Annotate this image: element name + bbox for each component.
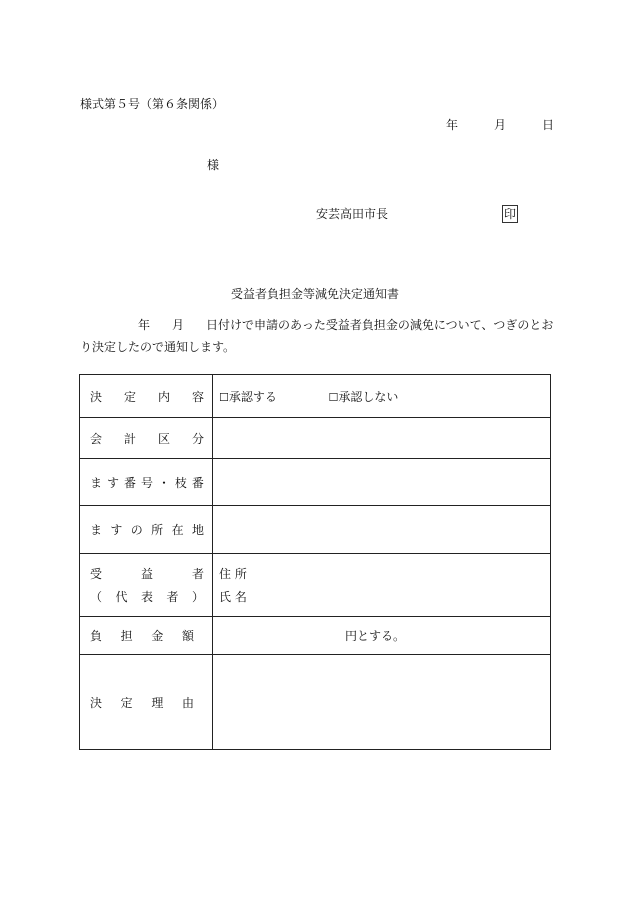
- label-reason: [80, 655, 213, 750]
- label-char: 代: [115, 590, 128, 604]
- date-day: 日: [542, 118, 555, 132]
- label-char: ま: [90, 523, 103, 537]
- date-year: 年: [446, 118, 459, 132]
- label-char: 理: [151, 695, 164, 710]
- label-char: ま: [90, 475, 103, 490]
- label-char: 会: [90, 431, 103, 446]
- intro-year: 年: [138, 318, 151, 332]
- label-char: 金: [151, 629, 164, 643]
- document-title: 受益者負担金等減免決定通知書: [230, 287, 399, 301]
- value-beneficiary: [213, 554, 551, 617]
- label-location: [80, 506, 213, 554]
- amount-suffix: 円とする。: [345, 629, 406, 643]
- row-account: [80, 418, 551, 459]
- issuer-name: 安芸高田市長: [316, 207, 389, 221]
- decision-table: [79, 374, 551, 750]
- value-decision: [213, 375, 551, 418]
- issue-date: [446, 118, 554, 132]
- row-beneficiary: [80, 554, 551, 617]
- label-char: 分: [191, 431, 204, 446]
- label-char: 定: [123, 389, 136, 404]
- label-beneficiary: [80, 554, 213, 617]
- label-char: 地: [191, 523, 204, 537]
- intro-line-2: り決定したので通知します。: [80, 340, 236, 354]
- label-char: 区: [157, 431, 170, 446]
- label-decision: [80, 375, 213, 418]
- label-char: 定: [120, 695, 133, 710]
- row-lot: [80, 459, 551, 506]
- label-char: 在: [171, 523, 184, 537]
- label-account: [80, 418, 213, 459]
- approve-checkbox[interactable]: ☐: [219, 390, 229, 404]
- label-char: 担: [120, 629, 133, 643]
- label-char: 枝: [174, 475, 187, 490]
- label-char: 所: [151, 523, 164, 537]
- label-char: 番: [191, 475, 204, 490]
- label-char: ・: [157, 475, 170, 490]
- label-char: 決: [90, 389, 103, 404]
- value-account[interactable]: [213, 418, 551, 459]
- seal-mark: 印: [504, 207, 517, 221]
- label-char: 決: [90, 695, 103, 710]
- intro-month: 月: [172, 318, 185, 332]
- date-month: 月: [494, 118, 507, 132]
- label-char: 内: [157, 389, 170, 404]
- label-char: 益: [140, 567, 153, 581]
- row-location: [80, 506, 551, 554]
- row-reason: [80, 655, 551, 750]
- label-char: 計: [123, 431, 136, 446]
- label-char: 受: [90, 567, 103, 581]
- approve-label: 承認する: [228, 389, 277, 404]
- name-label: 氏 名: [219, 590, 247, 604]
- label-char: （: [90, 590, 103, 604]
- label-char: 者: [191, 567, 204, 581]
- label-char: 容: [191, 389, 204, 404]
- label-char: す: [106, 475, 119, 490]
- label-char: 負: [90, 629, 103, 643]
- reject-label: 承認しない: [338, 389, 399, 404]
- value-location[interactable]: [213, 506, 551, 554]
- label-lot: [80, 459, 213, 506]
- label-char: 由: [181, 695, 194, 710]
- row-decision: [80, 375, 551, 418]
- intro-line-1: [80, 318, 553, 332]
- address-label: 住 所: [219, 567, 247, 581]
- value-amount[interactable]: [213, 617, 551, 655]
- row-amount: [80, 617, 551, 655]
- reject-checkbox[interactable]: ☐: [328, 390, 339, 404]
- label-char: の: [130, 523, 143, 537]
- intro-text: 日付けで申請のあった受益者負担金の減免について、つぎのとお: [206, 318, 554, 332]
- label-char: ）: [191, 590, 204, 604]
- label-char: 番: [123, 475, 136, 490]
- label-char: す: [110, 523, 123, 537]
- value-lot[interactable]: [213, 459, 551, 506]
- form-number: 様式第５号（第６条関係）: [80, 97, 225, 111]
- label-char: 号: [140, 475, 153, 490]
- value-reason[interactable]: [213, 655, 551, 750]
- label-amount: [80, 617, 213, 655]
- addressee-suffix: 様: [207, 158, 220, 172]
- label-char: 額: [181, 629, 194, 643]
- label-char: 者: [166, 590, 179, 604]
- label-char: 表: [140, 590, 153, 604]
